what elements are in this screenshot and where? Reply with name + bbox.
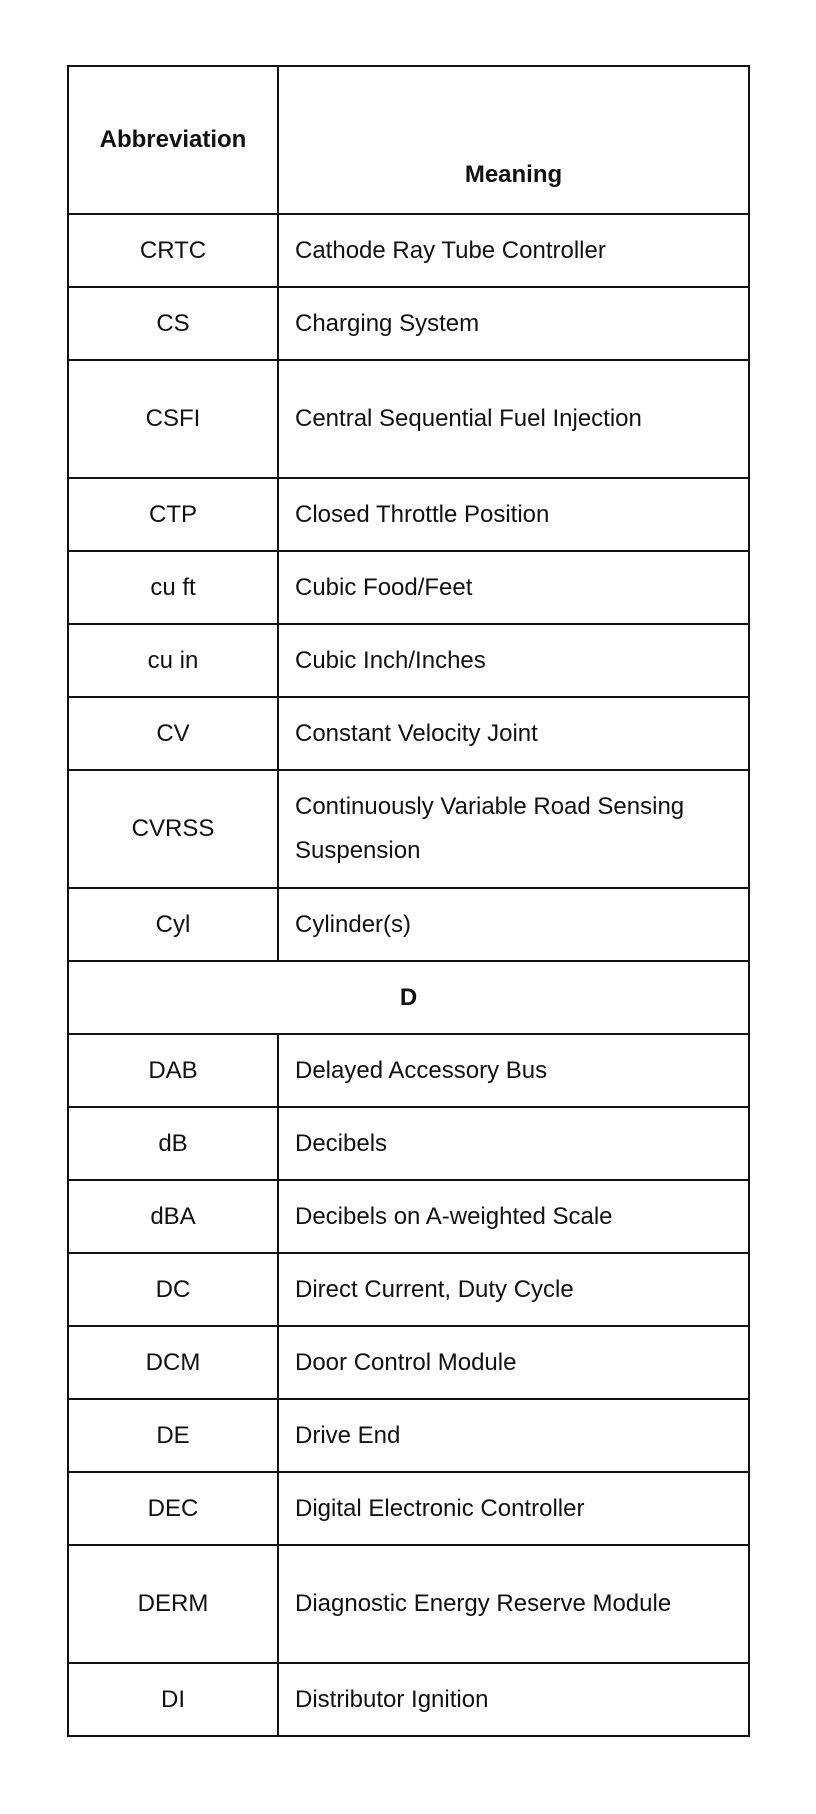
table-row [68,1253,749,1326]
abbreviation-cell: DI [68,1663,278,1736]
table-row [68,1107,749,1180]
meaning-cell: Decibels on A-weighted Scale [278,1180,749,1253]
abbreviation-cell: cu in [68,624,278,697]
table-row [68,770,749,888]
abbreviation-cell: DCM [68,1326,278,1399]
meaning-cell: Cathode Ray Tube Controller [278,214,749,287]
table-header-row [68,66,749,214]
abbreviation-cell: CRTC [68,214,278,287]
meaning-cell: Cylinder(s) [278,888,749,961]
abbreviation-cell: CVRSS [68,770,278,888]
table-body [68,214,749,1736]
table-row [68,1326,749,1399]
meaning-cell: Decibels [278,1107,749,1180]
abbreviation-cell: CV [68,697,278,770]
table-row [68,697,749,770]
meaning-cell: Digital Electronic Controller [278,1472,749,1545]
table-row [68,888,749,961]
meaning-cell: Door Control Module [278,1326,749,1399]
table-row [68,287,749,360]
meaning-cell: Continuously Variable Road Sensing Suspension [278,770,749,888]
abbreviation-cell: dB [68,1107,278,1180]
table-row [68,1545,749,1663]
abbreviation-cell: DAB [68,1034,278,1107]
table-row [68,1472,749,1545]
section-label: D [68,961,749,1034]
section-row [68,961,749,1034]
table-row [68,214,749,287]
table-row [68,1399,749,1472]
abbreviation-cell: CTP [68,478,278,551]
meaning-cell: Closed Throttle Position [278,478,749,551]
table-row [68,1034,749,1107]
abbreviation-cell: DERM [68,1545,278,1663]
meaning-cell: Distributor Ignition [278,1663,749,1736]
meaning-cell: Charging System [278,287,749,360]
meaning-cell: Direct Current, Duty Cycle [278,1253,749,1326]
abbreviation-cell: DC [68,1253,278,1326]
table-row [68,360,749,478]
table-row [68,551,749,624]
meaning-cell: Drive End [278,1399,749,1472]
abbreviation-cell: CSFI [68,360,278,478]
table-row [68,478,749,551]
table-row [68,1663,749,1736]
abbreviation-cell: dBA [68,1180,278,1253]
abbreviation-cell: DEC [68,1472,278,1545]
meaning-cell: Cubic Food/Feet [278,551,749,624]
meaning-cell: Delayed Accessory Bus [278,1034,749,1107]
table-row [68,1180,749,1253]
abbreviation-table [67,65,750,1737]
abbreviation-cell: Cyl [68,888,278,961]
meaning-cell: Cubic Inch/Inches [278,624,749,697]
abbreviation-cell: cu ft [68,551,278,624]
meaning-cell: Constant Velocity Joint [278,697,749,770]
meaning-cell: Central Sequential Fuel Injection [278,360,749,478]
abbreviation-cell: DE [68,1399,278,1472]
header-abbreviation: Abbreviation [68,66,278,214]
header-meaning: Meaning [278,66,749,214]
meaning-cell: Diagnostic Energy Reserve Module [278,1545,749,1663]
abbreviation-cell: CS [68,287,278,360]
table-row [68,624,749,697]
